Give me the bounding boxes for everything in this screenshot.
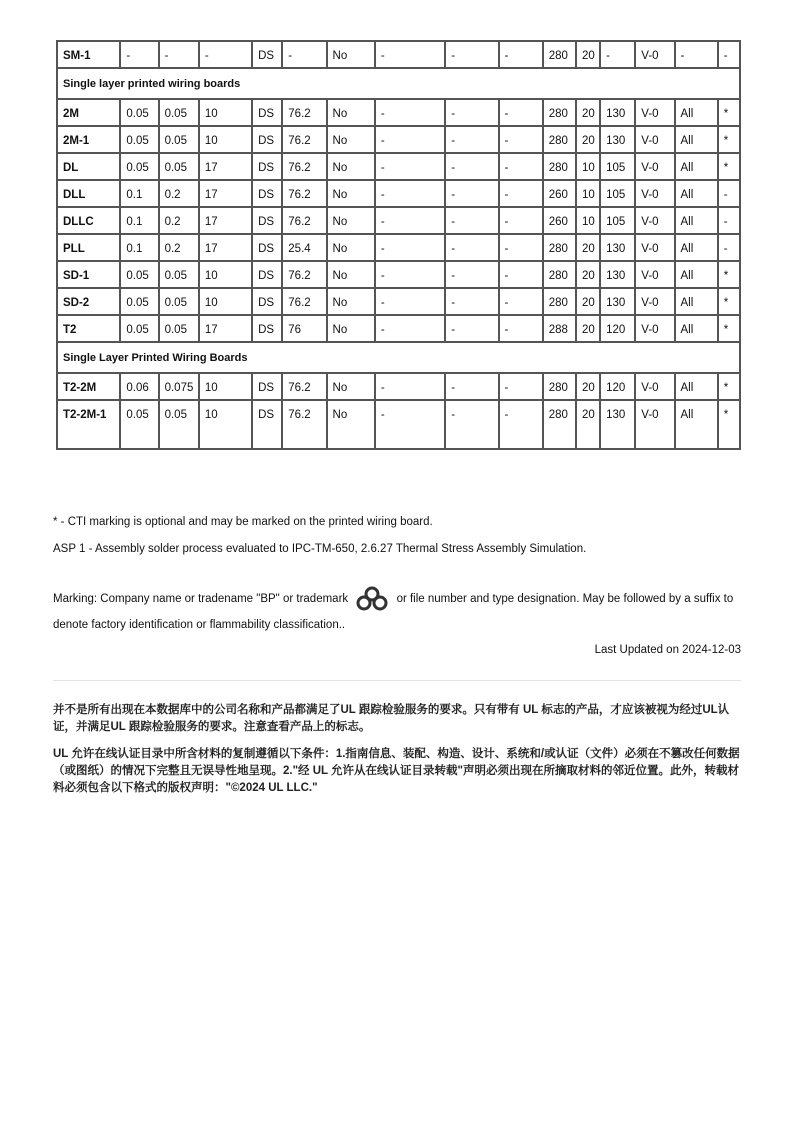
- table-row: [58, 316, 741, 343]
- table-cell: 10: [200, 262, 253, 289]
- table-cell: DS: [253, 235, 283, 262]
- table-cell: -: [446, 289, 499, 316]
- table-cell: 76: [283, 316, 327, 343]
- table-cell: No: [328, 127, 376, 154]
- table-cell: V-0: [636, 208, 675, 235]
- table-cell: *: [719, 100, 741, 127]
- table-cell: 0.06: [121, 374, 159, 401]
- table-cell: All: [676, 262, 719, 289]
- table-cell: -: [121, 42, 159, 69]
- table-cell: DS: [253, 289, 283, 316]
- table-cell: V-0: [636, 235, 675, 262]
- table-cell: 25.4: [283, 235, 327, 262]
- table-cell: 10: [577, 181, 601, 208]
- table-cell: All: [676, 374, 719, 401]
- table-cell: -: [376, 181, 446, 208]
- table-cell: -: [500, 154, 544, 181]
- table-cell: 76.2: [283, 289, 327, 316]
- table-cell: -: [376, 100, 446, 127]
- table-cell: -: [601, 42, 636, 69]
- divider: [53, 680, 741, 681]
- table-cell: 10: [200, 401, 253, 450]
- table-cell: 0.2: [160, 181, 200, 208]
- trademark-logo-icon: [355, 586, 389, 612]
- table-cell: 17: [200, 235, 253, 262]
- table-cell: All: [676, 100, 719, 127]
- table-cell: -: [500, 100, 544, 127]
- table-cell: 105: [601, 181, 636, 208]
- table-row: [58, 127, 741, 154]
- table-cell: 105: [601, 208, 636, 235]
- table-cell: No: [328, 100, 376, 127]
- table-cell: 120: [601, 316, 636, 343]
- table-cell: V-0: [636, 401, 675, 450]
- table-cell: 76.2: [283, 208, 327, 235]
- table-cell: -: [283, 42, 327, 69]
- table-cell: V-0: [636, 154, 675, 181]
- table-cell: 0.05: [121, 100, 159, 127]
- table-cell: 0.05: [121, 289, 159, 316]
- table-cell: -: [446, 127, 499, 154]
- table-cell: -: [446, 401, 499, 450]
- table-cell: 280: [544, 235, 577, 262]
- table-cell: -: [376, 289, 446, 316]
- document-page: [53, 40, 741, 450]
- table-cell: V-0: [636, 127, 675, 154]
- table-cell: -: [446, 262, 499, 289]
- table-cell: V-0: [636, 181, 675, 208]
- table-cell: 20: [577, 401, 601, 450]
- material-designation: SD-1: [58, 262, 121, 289]
- table-cell: No: [328, 235, 376, 262]
- spec-table: [56, 40, 741, 450]
- table-cell: -: [376, 154, 446, 181]
- table-cell: -: [446, 208, 499, 235]
- table-cell: All: [676, 154, 719, 181]
- table-cell: -: [676, 42, 719, 69]
- table-cell: DS: [253, 374, 283, 401]
- table-cell: V-0: [636, 374, 675, 401]
- material-designation: 2M-1: [58, 127, 121, 154]
- table-cell: -: [376, 262, 446, 289]
- table-cell: 130: [601, 262, 636, 289]
- table-cell: 10: [200, 127, 253, 154]
- table-cell: 0.05: [160, 262, 200, 289]
- table-cell: 0.1: [121, 181, 159, 208]
- section-header-row: [58, 343, 741, 374]
- material-designation: T2-2M: [58, 374, 121, 401]
- table-cell: 20: [577, 127, 601, 154]
- table-cell: 0.2: [160, 235, 200, 262]
- table-cell: 76.2: [283, 181, 327, 208]
- section-header: Single layer printed wiring boards: [58, 69, 741, 100]
- table-cell: -: [719, 42, 741, 69]
- table-row: [58, 208, 741, 235]
- table-cell: 280: [544, 374, 577, 401]
- table-cell: 0.05: [160, 127, 200, 154]
- table-cell: 0.05: [160, 316, 200, 343]
- table-cell: -: [500, 289, 544, 316]
- table-cell: 10: [200, 289, 253, 316]
- table-cell: -: [376, 42, 446, 69]
- table-cell: V-0: [636, 262, 675, 289]
- table-cell: 280: [544, 289, 577, 316]
- table-cell: 76.2: [283, 401, 327, 450]
- table-cell: No: [328, 42, 376, 69]
- table-cell: -: [500, 42, 544, 69]
- table-cell: -: [446, 235, 499, 262]
- table-cell: *: [719, 154, 741, 181]
- table-cell: 0.05: [121, 154, 159, 181]
- table-cell: All: [676, 289, 719, 316]
- table-cell: All: [676, 316, 719, 343]
- table-cell: All: [676, 127, 719, 154]
- table-row: [58, 262, 741, 289]
- table-cell: No: [328, 154, 376, 181]
- table-cell: 20: [577, 289, 601, 316]
- disclaimer-paragraph-1: 并不是所有出现在本数据库中的公司名称和产品都满足了UL 跟踪检验服务的要求。只有带有 UL 标志的产品，才应该被视为经过UL认证，并满足UL 跟踪检验服务的要求。注意查看产品上的标志。: [53, 704, 730, 733]
- table-cell: -: [446, 374, 499, 401]
- table-row: [58, 235, 741, 262]
- table-cell: 76.2: [283, 127, 327, 154]
- table-row: [58, 100, 741, 127]
- table-cell: 260: [544, 181, 577, 208]
- table-cell: -: [160, 42, 200, 69]
- table-cell: 0.1: [121, 208, 159, 235]
- material-designation: T2-2M-1: [58, 401, 121, 450]
- marking-text: [53, 586, 741, 638]
- table-cell: 20: [577, 42, 601, 69]
- material-designation: DLLC: [58, 208, 121, 235]
- disclaimer-paragraph-2: UL 允许在线认证目录中所含材料的复制遵循以下条件：1.指南信息、装配、构造、设计、系统和/或认证（文件）必须在不篡改任何数据（或图纸）的情况下完整且无误导性地呈现。2."经 UL 允许从在线认证目录转载"声明必须出现在所摘取材料的邻近位置。此外，转载材料必须包含以下格式的版权声明："©2024 UL LLC.": [53, 748, 740, 794]
- table-cell: DS: [253, 154, 283, 181]
- table-cell: 17: [200, 181, 253, 208]
- table-cell: -: [500, 374, 544, 401]
- asp-note: ASP 1 - Assembly solder process evaluated to IPC-TM-650, 2.6.27 Thermal Stress Assembly Simulation.: [53, 543, 587, 555]
- table-cell: 280: [544, 262, 577, 289]
- table-cell: -: [500, 208, 544, 235]
- table-cell: 280: [544, 154, 577, 181]
- table-cell: -: [500, 127, 544, 154]
- table-cell: DS: [253, 262, 283, 289]
- table-cell: 0.1: [121, 235, 159, 262]
- table-cell: 0.05: [160, 154, 200, 181]
- table-cell: -: [376, 401, 446, 450]
- marking-after-logo: or file number and type designation. May be followed by a suffix to denote factory identification or flammability classification..: [53, 593, 734, 632]
- table-cell: 0.05: [160, 289, 200, 316]
- table-cell: No: [328, 374, 376, 401]
- table-cell: 288: [544, 316, 577, 343]
- cti-note: * - CTI marking is optional and may be marked on the printed wiring board.: [53, 516, 433, 528]
- table-row: [58, 154, 741, 181]
- table-cell: -: [446, 100, 499, 127]
- table-cell: 20: [577, 374, 601, 401]
- table-cell: No: [328, 316, 376, 343]
- table-cell: 0.05: [121, 401, 159, 450]
- table-cell: -: [500, 262, 544, 289]
- table-cell: *: [719, 316, 741, 343]
- table-cell: -: [446, 154, 499, 181]
- table-cell: All: [676, 235, 719, 262]
- table-cell: 20: [577, 316, 601, 343]
- table-cell: 76.2: [283, 374, 327, 401]
- table-cell: 130: [601, 401, 636, 450]
- table-cell: No: [328, 289, 376, 316]
- material-designation: SD-2: [58, 289, 121, 316]
- table-cell: -: [500, 316, 544, 343]
- table-cell: DS: [253, 100, 283, 127]
- table-cell: 130: [601, 235, 636, 262]
- table-cell: -: [446, 181, 499, 208]
- last-updated: Last Updated on 2024-12-03: [594, 644, 741, 656]
- table-row: [58, 42, 741, 69]
- table-row: [58, 401, 741, 450]
- table-cell: -: [500, 401, 544, 450]
- table-cell: V-0: [636, 100, 675, 127]
- table-cell: -: [376, 208, 446, 235]
- table-row: [58, 181, 741, 208]
- table-cell: *: [719, 401, 741, 450]
- material-designation: DL: [58, 154, 121, 181]
- table-cell: 130: [601, 100, 636, 127]
- table-cell: DS: [253, 127, 283, 154]
- table-row: [58, 374, 741, 401]
- table-cell: All: [676, 401, 719, 450]
- table-cell: -: [376, 127, 446, 154]
- table-cell: -: [376, 374, 446, 401]
- section-header: Single Layer Printed Wiring Boards: [58, 343, 741, 374]
- table-cell: 280: [544, 42, 577, 69]
- table-cell: 120: [601, 374, 636, 401]
- table-cell: -: [500, 181, 544, 208]
- table-cell: 10: [200, 100, 253, 127]
- spec-table-body: [58, 42, 741, 450]
- table-cell: All: [676, 181, 719, 208]
- table-cell: -: [446, 42, 499, 69]
- table-cell: -: [500, 235, 544, 262]
- table-cell: -: [200, 42, 253, 69]
- table-cell: 0.05: [160, 401, 200, 450]
- table-cell: 17: [200, 316, 253, 343]
- table-cell: 10: [200, 374, 253, 401]
- table-cell: 76.2: [283, 262, 327, 289]
- table-cell: -: [376, 316, 446, 343]
- table-cell: 20: [577, 235, 601, 262]
- table-cell: All: [676, 208, 719, 235]
- table-cell: 10: [577, 208, 601, 235]
- table-cell: V-0: [636, 42, 675, 69]
- table-cell: -: [719, 208, 741, 235]
- table-cell: 0.05: [121, 127, 159, 154]
- table-cell: DS: [253, 181, 283, 208]
- material-designation: SM-1: [58, 42, 121, 69]
- table-cell: 20: [577, 100, 601, 127]
- section-header-row: [58, 69, 741, 100]
- table-cell: 76.2: [283, 100, 327, 127]
- table-cell: 260: [544, 208, 577, 235]
- table-cell: *: [719, 289, 741, 316]
- table-cell: 280: [544, 401, 577, 450]
- material-designation: 2M: [58, 100, 121, 127]
- table-cell: 17: [200, 154, 253, 181]
- table-cell: 0.2: [160, 208, 200, 235]
- table-cell: -: [376, 235, 446, 262]
- table-cell: No: [328, 401, 376, 450]
- table-cell: 0.05: [121, 316, 159, 343]
- table-cell: 280: [544, 127, 577, 154]
- table-cell: -: [719, 235, 741, 262]
- material-designation: DLL: [58, 181, 121, 208]
- table-cell: 0.05: [160, 100, 200, 127]
- table-row: [58, 289, 741, 316]
- table-cell: No: [328, 181, 376, 208]
- table-cell: 10: [577, 154, 601, 181]
- material-designation: T2: [58, 316, 121, 343]
- table-cell: 130: [601, 289, 636, 316]
- table-cell: DS: [253, 42, 283, 69]
- table-cell: 76.2: [283, 154, 327, 181]
- table-cell: 17: [200, 208, 253, 235]
- table-cell: -: [446, 316, 499, 343]
- material-designation: PLL: [58, 235, 121, 262]
- table-cell: 105: [601, 154, 636, 181]
- table-cell: No: [328, 208, 376, 235]
- table-cell: DS: [253, 316, 283, 343]
- table-cell: 280: [544, 100, 577, 127]
- table-cell: V-0: [636, 289, 675, 316]
- table-cell: DS: [253, 208, 283, 235]
- table-cell: DS: [253, 401, 283, 450]
- table-cell: 20: [577, 262, 601, 289]
- table-cell: *: [719, 262, 741, 289]
- table-cell: 130: [601, 127, 636, 154]
- table-cell: No: [328, 262, 376, 289]
- table-cell: *: [719, 127, 741, 154]
- table-cell: V-0: [636, 316, 675, 343]
- table-cell: 0.05: [121, 262, 159, 289]
- table-cell: *: [719, 374, 741, 401]
- marking-before-logo: Marking: Company name or tradename "BP" or trademark: [53, 593, 349, 606]
- table-cell: -: [719, 181, 741, 208]
- table-cell: 0.075: [160, 374, 200, 401]
